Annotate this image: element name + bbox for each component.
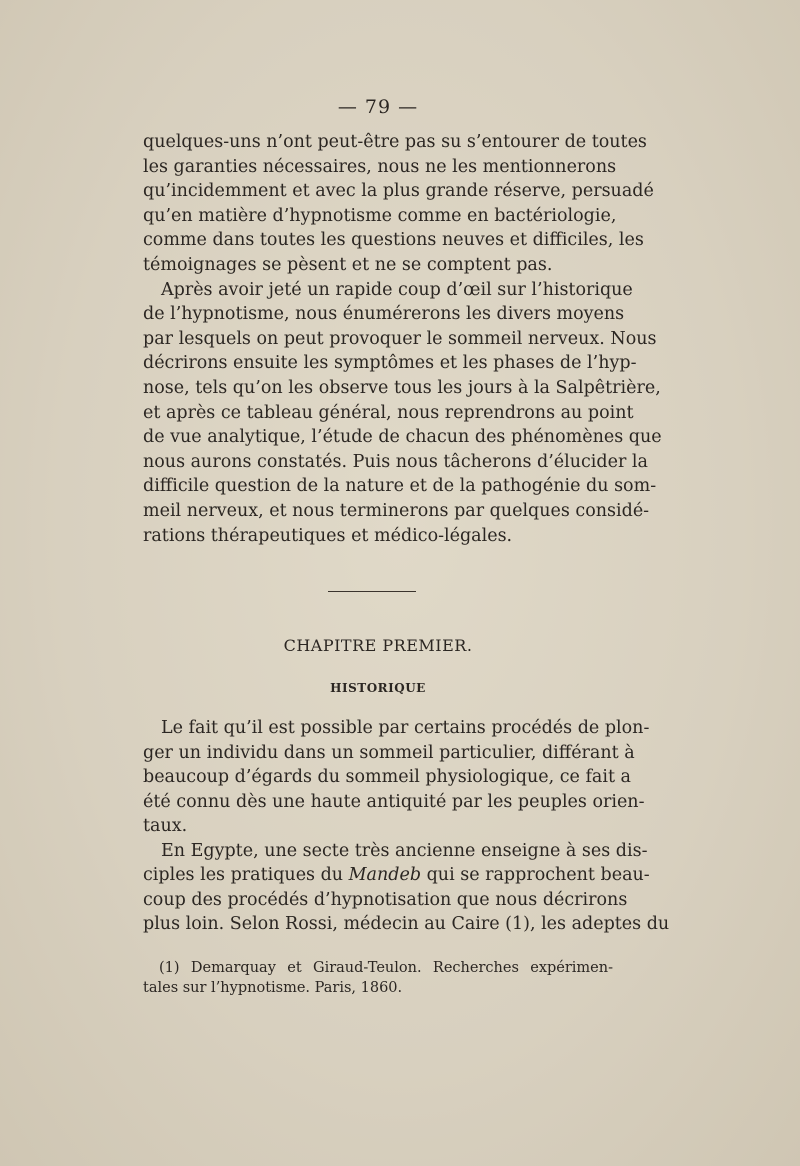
chapter-title: CHAPITRE PREMIER. bbox=[283, 636, 473, 655]
text-line: les garanties nécessaires, nous ne les mentionnerons bbox=[143, 156, 617, 177]
footnote bbox=[143, 958, 613, 998]
text-line: comme dans toutes les questions neuves et difficiles, les bbox=[143, 230, 644, 251]
italic-term: Mandeb bbox=[348, 865, 422, 885]
text-line: difficile question de la nature et de la pathogénie du som- bbox=[143, 476, 657, 497]
section-divider bbox=[328, 591, 416, 592]
text-line: Le fait qu’il est possible par certains procédés de plon- bbox=[161, 718, 650, 738]
text-line: décrirons ensuite les symptômes et les phases de l’hyp- bbox=[143, 353, 637, 374]
text-line: de vue analytique, l’étude de chacun des phénomènes que bbox=[143, 427, 662, 448]
text-line: meil nerveux, et nous terminerons par quelques considé- bbox=[143, 500, 650, 521]
text-line: qu’incidemment et avec la plus grande réserve, persuadé bbox=[143, 181, 654, 202]
chapter-paragraphs bbox=[143, 716, 670, 937]
text-line: coup des procédés d’hypnotisation que nous décrirons bbox=[143, 889, 628, 910]
text-fragment: ciples les pratiques du bbox=[143, 865, 349, 885]
text-line: et après ce tableau général, nous reprendrons au point bbox=[143, 402, 634, 423]
text-line: ger un individu dans un sommeil particulier, différant à bbox=[143, 742, 635, 763]
text-line bbox=[143, 863, 650, 888]
text-line: En Egypte, une secte très ancienne enseigne à ses dis- bbox=[161, 840, 648, 861]
text-line: de l’hypnotisme, nous énumérerons les divers moyens bbox=[143, 304, 625, 325]
text-line: nose, tels qu’on les observe tous les jours à la Salpêtrière, bbox=[143, 377, 661, 398]
text-line: témoignages se pèsent et ne se comptent pas. bbox=[143, 254, 553, 275]
text-line: beaucoup d’égards du sommeil physiologique, ce fait a bbox=[143, 767, 631, 787]
text-line: rations thérapeutiques et médico-légales. bbox=[143, 525, 513, 546]
text-line: Après avoir jeté un rapide coup d’œil sur l’historique bbox=[161, 279, 633, 300]
footnote-line: tales sur l’hypnotisme. Paris, 1860. bbox=[143, 980, 403, 996]
text-line: par lesquels on peut provoquer le sommeil nerveux. Nous bbox=[143, 328, 657, 349]
text-line: plus loin. Selon Rossi, médecin au Caire (1), les adeptes du bbox=[143, 914, 670, 934]
intro-paragraphs bbox=[143, 130, 662, 548]
text-line: quelques-uns n’ont peut-être pas su s’entourer de toutes bbox=[143, 132, 647, 152]
page-number: — 79 — bbox=[337, 96, 419, 118]
footnote-line: (1) Demarquay et Giraud-Teulon. Recherches expérimen- bbox=[159, 960, 613, 976]
text-fragment: qui se rapprochent beau- bbox=[421, 865, 650, 885]
section-title: HISTORIQUE bbox=[330, 681, 426, 695]
text-line: taux. bbox=[143, 816, 188, 836]
text-line: été connu dès une haute antiquité par les peuples orien- bbox=[143, 791, 645, 812]
text-line: nous aurons constatés. Puis nous tâcherons d’élucider la bbox=[143, 451, 648, 472]
text-line: qu’en matière d’hypnotisme comme en bactériologie, bbox=[143, 205, 617, 226]
